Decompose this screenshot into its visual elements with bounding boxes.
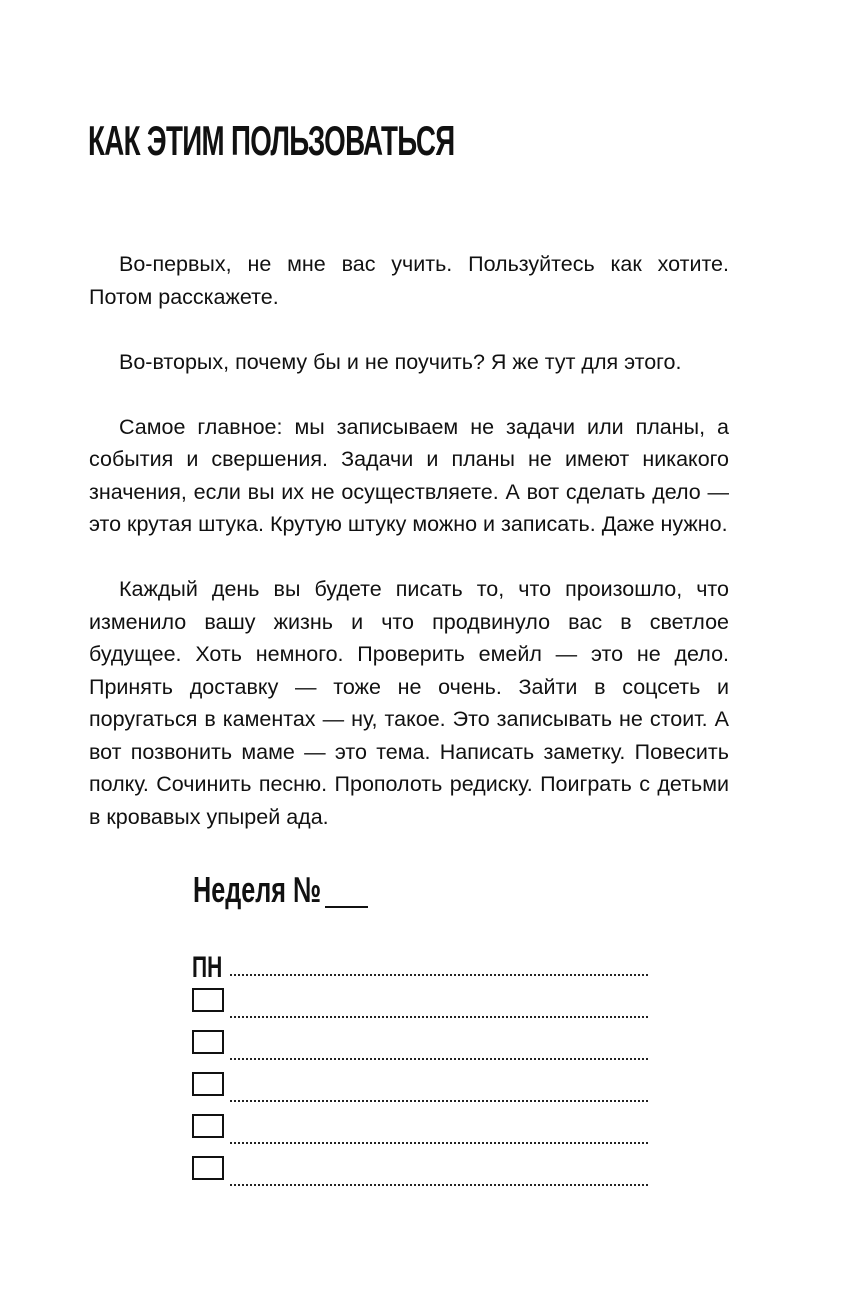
task-checkbox[interactable]: [192, 1156, 224, 1180]
task-checkbox[interactable]: [192, 1114, 224, 1138]
week-header: [193, 866, 376, 914]
task-checkbox[interactable]: [192, 1072, 224, 1096]
body-text: [89, 248, 729, 866]
paragraph-4: Каждый день вы будете писать то, что произошло, что изменило вашу жизнь и что продвинуло вас в светлое будущее. Хоть немного. Проверить емейл — это не дело. Принять доставку — тоже не очень. Зайти в соцсеть и поругаться в каментах — ну, такое. Это записывать не стоит. А вот позвонить маме — это тема. Написать заметку. Повесить полку. Сочинить песню. Прополоть редиску. Поиграть с детьми в кровавых упырей ада.: [89, 577, 729, 829]
day-section-monday: [192, 950, 650, 1200]
page-title: КАК ЭТИМ ПОЛЬЗОВАТЬСЯ: [88, 117, 455, 164]
task-line: [230, 1058, 648, 1060]
paragraph-2: Во-вторых, почему бы и не поучить? Я же тут для этого.: [119, 349, 682, 374]
paragraph-3: Самое главное: мы записываем не задачи или планы, а события и свершения. Задачи и планы не имеют никакого значения, если вы их не осуществляете. А вот сделать дело — это крутая штука. Крутую штуку можно и записать. Даже нужно.: [89, 414, 729, 536]
task-line: [230, 1100, 648, 1102]
week-number-blank: [325, 906, 368, 908]
paragraph-1: Во-первых, не мне вас учить. Пользуйтесь как хотите. Потом расскажете.: [89, 252, 729, 309]
task-line: [230, 1142, 648, 1144]
task-line: [230, 1016, 648, 1018]
week-label: Неделя №: [193, 869, 322, 910]
task-checkbox[interactable]: [192, 988, 224, 1012]
task-checkbox[interactable]: [192, 1030, 224, 1054]
task-line: [230, 1184, 648, 1186]
day-title-line: [230, 974, 648, 976]
day-label: ПН: [192, 951, 223, 984]
